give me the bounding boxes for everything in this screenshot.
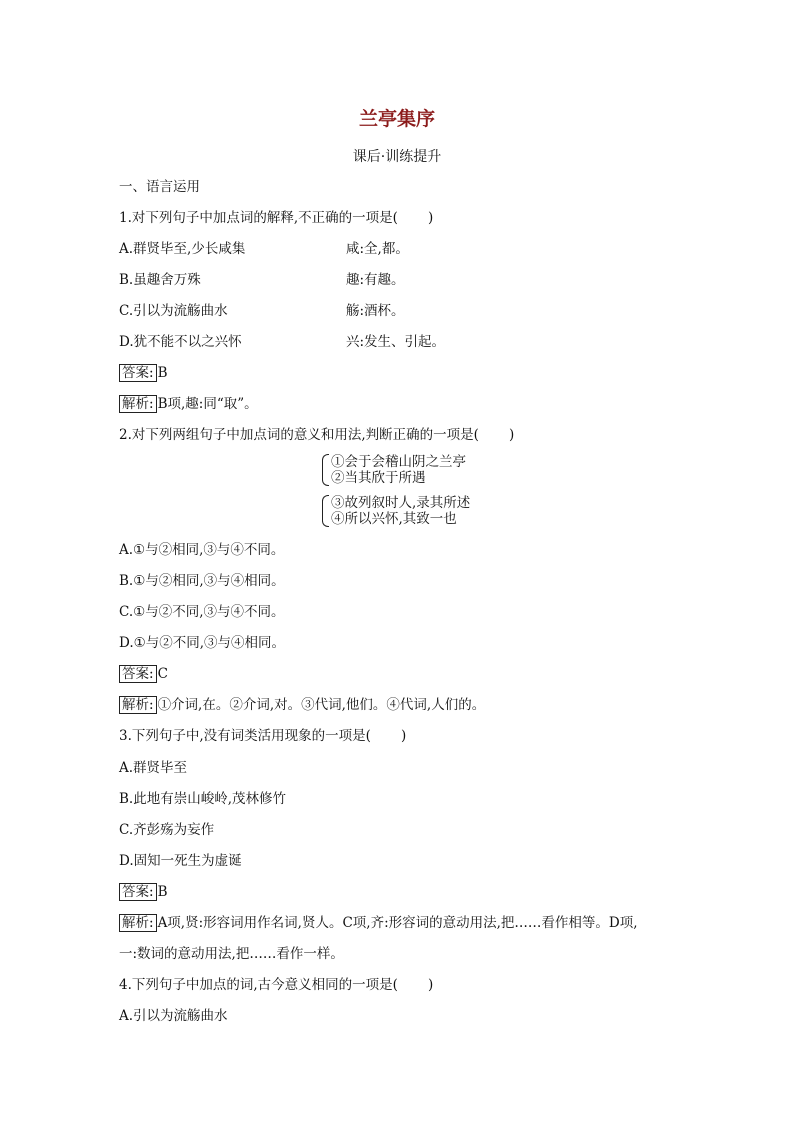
question-2-answer: 答案: C: [119, 665, 168, 683]
question-3-option-c: C.齐彭殇为妄作: [119, 822, 215, 838]
question-2-option-a: A.①与②相同,③与④不同。: [119, 542, 285, 558]
answer-tag: 答案:: [119, 883, 157, 901]
question-1-stem: 1.对下列句子中加点词的解释,不正确的一项是( ): [119, 210, 434, 226]
answer-tag: 答案:: [119, 665, 157, 683]
question-2-option-d: D.①与②不同,③与④相同。: [119, 635, 286, 651]
sentence-group-2: ③故列叙时人,录其所述 ④所以兴怀,其致一也: [322, 495, 470, 527]
question-3-option-d: D.固知一死生为虚诞: [119, 853, 242, 869]
question-1-answer: 答案: B: [119, 364, 167, 382]
question-1-option-c: C.引以为流觞曲水 觞:酒杯。: [119, 303, 405, 319]
analysis-tag: 解析:: [119, 914, 157, 932]
sentence-group-1: ①会于会稽山阴之兰亭 ②当其欣于所遇: [322, 454, 466, 486]
section-heading: 一、语言运用: [119, 179, 200, 195]
brace-icon: [322, 454, 329, 486]
question-1-option-a: A.群贤毕至,少长咸集 咸:全,都。: [119, 241, 409, 257]
question-1-option-d: D.犹不能不以之兴怀 兴:发生、引起。: [119, 334, 446, 350]
page-subtitle: 课后·训练提升: [352, 149, 442, 165]
question-1-analysis: 解析: B项,趣:同“取”。: [119, 395, 258, 413]
question-3-option-b: B.此地有崇山峻岭,茂林修竹: [119, 791, 287, 807]
analysis-tag: 解析:: [119, 696, 157, 714]
question-2-stem: 2.对下列两组句子中加点词的意义和用法,判断正确的一项是( ): [119, 427, 515, 443]
question-3-option-a: A.群贤毕至: [119, 760, 188, 776]
question-2-option-c: C.①与②不同,③与④不同。: [119, 604, 285, 620]
analysis-tag: 解析:: [119, 395, 157, 413]
question-4-stem: 4.下列句子中加点的词,古今意义相同的一项是( ): [119, 977, 434, 993]
answer-tag: 答案:: [119, 364, 157, 382]
question-3-analysis: 解析: A项,贤:形容词用作名词,贤人。C项,齐:形容词的意动用法,把……看作相等。D项,: [119, 914, 638, 932]
question-3-answer: 答案: B: [119, 883, 167, 901]
question-2-analysis: 解析: ①介词,在。②介词,对。③代词,他们。④代词,人们的。: [119, 696, 485, 714]
question-3-analysis-cont: 一:数词的意动用法,把……看作一样。: [119, 946, 344, 962]
question-4-option-a: A.引以为流觞曲水: [119, 1008, 228, 1024]
question-3-stem: 3.下列句子中,没有词类活用现象的一项是( ): [119, 728, 407, 744]
brace-icon: [322, 495, 329, 527]
page-title: 兰亭集序: [358, 108, 435, 130]
question-1-option-b: B.虽趣舍万殊 趣:有趣。: [119, 272, 405, 288]
question-2-option-b: B.①与②相同,③与④相同。: [119, 573, 285, 589]
